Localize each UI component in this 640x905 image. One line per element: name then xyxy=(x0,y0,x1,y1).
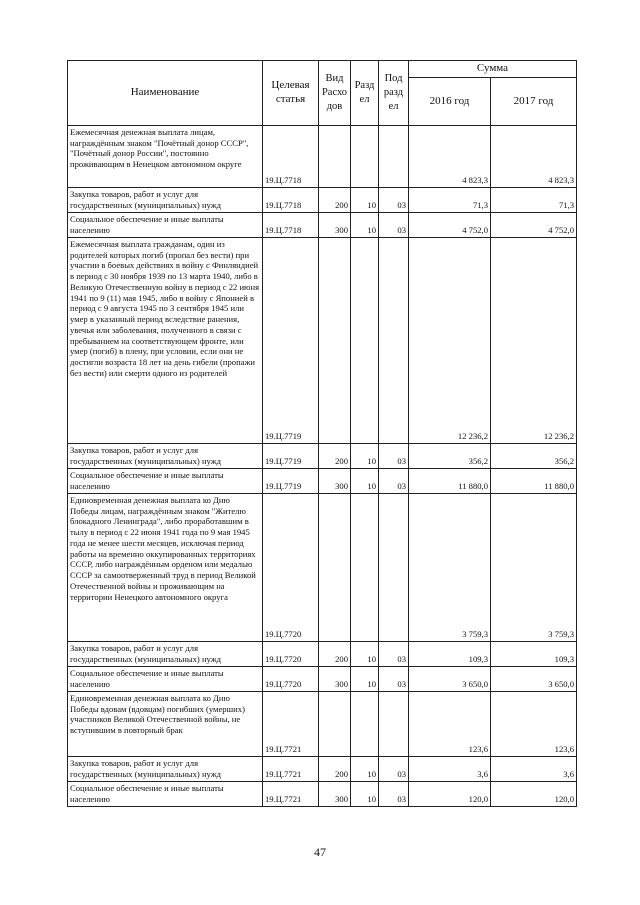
row-subsection: 03 xyxy=(379,757,409,782)
row-value-2016: 356,2 xyxy=(409,444,491,469)
row-value-2016: 120,0 xyxy=(409,782,491,807)
header-section: Разд ел xyxy=(351,61,379,126)
row-code: 19.Ц.7721 xyxy=(263,782,319,807)
row-value-2016: 12 236,2 xyxy=(409,238,491,444)
row-value-2017: 3 650,0 xyxy=(491,667,577,692)
row-subsection xyxy=(379,238,409,444)
row-name: Социальное обеспечение и иные выплаты населению xyxy=(68,213,263,238)
header-sum: Сумма xyxy=(409,61,577,78)
row-kind: 200 xyxy=(319,757,351,782)
row-kind: 200 xyxy=(319,444,351,469)
row-section: 10 xyxy=(351,188,379,213)
row-code: 19.Ц.7720 xyxy=(263,642,319,667)
row-value-2017: 4 823,3 xyxy=(491,126,577,188)
row-value-2017: 4 752,0 xyxy=(491,213,577,238)
row-value-2017: 71,3 xyxy=(491,188,577,213)
row-name: Социальное обеспечение и иные выплаты населению xyxy=(68,667,263,692)
row-value-2017: 123,6 xyxy=(491,692,577,757)
table-body xyxy=(68,126,577,807)
row-value-2016: 3,6 xyxy=(409,757,491,782)
row-value-2017: 11 880,0 xyxy=(491,469,577,494)
row-value-2017: 12 236,2 xyxy=(491,238,577,444)
row-section xyxy=(351,692,379,757)
row-kind: 300 xyxy=(319,213,351,238)
table-row xyxy=(68,188,577,213)
row-kind xyxy=(319,238,351,444)
table-row xyxy=(68,667,577,692)
row-section xyxy=(351,126,379,188)
row-value-2017: 109,3 xyxy=(491,642,577,667)
row-code: 19.Ц.7718 xyxy=(263,213,319,238)
row-name: Закупка товаров, работ и услуг для государственных (муниципальных) нужд xyxy=(68,757,263,782)
row-code: 19.Ц.7719 xyxy=(263,469,319,494)
row-value-2017: 120,0 xyxy=(491,782,577,807)
row-kind xyxy=(319,494,351,642)
row-name: Закупка товаров, работ и услуг для государственных (муниципальных) нужд xyxy=(68,188,263,213)
row-name: Социальное обеспечение и иные выплаты населению xyxy=(68,469,263,494)
row-code: 19.Ц.7721 xyxy=(263,757,319,782)
row-section: 10 xyxy=(351,757,379,782)
row-name: Единовременная денежная выплата ко Дню Победы вдовам (вдовцам) погибших (умерших) участников Великой Отечественной войны, не вступившим в повторный брак xyxy=(68,692,263,757)
table-row xyxy=(68,126,577,188)
row-kind: 200 xyxy=(319,642,351,667)
row-subsection: 03 xyxy=(379,213,409,238)
row-value-2016: 71,3 xyxy=(409,188,491,213)
table-row xyxy=(68,444,577,469)
header-2017: 2017 год xyxy=(491,78,577,126)
table-row xyxy=(68,238,577,444)
table-row xyxy=(68,692,577,757)
row-kind: 200 xyxy=(319,188,351,213)
row-section xyxy=(351,238,379,444)
row-kind xyxy=(319,692,351,757)
row-code: 19.Ц.7720 xyxy=(263,667,319,692)
table-row xyxy=(68,213,577,238)
row-section: 10 xyxy=(351,213,379,238)
row-value-2016: 3 759,3 xyxy=(409,494,491,642)
budget-table xyxy=(67,60,577,807)
row-section: 10 xyxy=(351,782,379,807)
table-row xyxy=(68,642,577,667)
row-name: Единовременная денежная выплата ко Дню Победы лицам, награждённым знаком "Жителю блокадного Ленинграда", либо проработавшим в тылу в период с 22 июня 1941 года по 9 мая 1945 года не менее шести месяцев, исключая период работы на временно оккупированных территориях СССР, либо награждённым орденом или медалью СССР за самоотверженный труд в период Великой Отечественной войны и проживающим на территории Ненецкого автономного округа xyxy=(68,494,263,642)
row-subsection: 03 xyxy=(379,642,409,667)
row-value-2017: 3 759,3 xyxy=(491,494,577,642)
row-section: 10 xyxy=(351,469,379,494)
row-subsection xyxy=(379,494,409,642)
row-section: 10 xyxy=(351,444,379,469)
row-subsection: 03 xyxy=(379,667,409,692)
row-subsection: 03 xyxy=(379,188,409,213)
row-kind xyxy=(319,126,351,188)
row-value-2016: 3 650,0 xyxy=(409,667,491,692)
row-subsection xyxy=(379,692,409,757)
table-row xyxy=(68,782,577,807)
row-kind: 300 xyxy=(319,782,351,807)
row-section xyxy=(351,494,379,642)
row-code: 19.Ц.7720 xyxy=(263,494,319,642)
row-name: Закупка товаров, работ и услуг для государственных (муниципальных) нужд xyxy=(68,642,263,667)
row-code: 19.Ц.7718 xyxy=(263,126,319,188)
header-subsection: Под разд ел xyxy=(379,61,409,126)
row-subsection: 03 xyxy=(379,444,409,469)
row-code: 19.Ц.7721 xyxy=(263,692,319,757)
header-target: Целевая статья xyxy=(263,61,319,126)
table-row xyxy=(68,469,577,494)
row-subsection xyxy=(379,126,409,188)
row-name: Ежемесячная денежная выплата лицам, награждённым знаком "Почётный донор СССР", "Почётный донор России", постоянно проживающим в Ненецком автономном округе xyxy=(68,126,263,188)
row-code: 19.Ц.7719 xyxy=(263,444,319,469)
row-value-2017: 3,6 xyxy=(491,757,577,782)
row-kind: 300 xyxy=(319,667,351,692)
row-code: 19.Ц.7718 xyxy=(263,188,319,213)
header-name: Наименование xyxy=(68,61,263,126)
row-value-2016: 4 823,3 xyxy=(409,126,491,188)
row-value-2016: 4 752,0 xyxy=(409,213,491,238)
header-kind: Вид Расхо дов xyxy=(319,61,351,126)
page-number: 47 xyxy=(314,845,326,859)
row-name: Ежемесячная выплата гражданам, один из родителей которых погиб (пропал без вести) при участии в боевых действиях в войну с Финляндией в период с 30 ноября 1939 по 13 марта 1940, либо в Великую Отечественную войну в период с 22 июня 1941 по 9 (11) мая 1945, либо в войну с Японией в период с 9 августа 1945 по 3 сентября 1945 или умер в указанный период вследствие ранения, увечья или заболевания, полученного в связи с пребыванием на соответствующем фронте, или умер (погиб) в плену, при условии, если они не достигли возраста 18 лет на день гибели (пропажи без вести) или смерти одного из родителей xyxy=(68,238,263,444)
row-kind: 300 xyxy=(319,469,351,494)
table-row xyxy=(68,757,577,782)
row-section: 10 xyxy=(351,642,379,667)
row-code: 19.Ц.7719 xyxy=(263,238,319,444)
header-2016: 2016 год xyxy=(409,78,491,126)
row-name: Социальное обеспечение и иные выплаты населению xyxy=(68,782,263,807)
row-value-2016: 123,6 xyxy=(409,692,491,757)
row-section: 10 xyxy=(351,667,379,692)
row-value-2017: 356,2 xyxy=(491,444,577,469)
row-subsection: 03 xyxy=(379,469,409,494)
row-subsection: 03 xyxy=(379,782,409,807)
row-name: Закупка товаров, работ и услуг для государственных (муниципальных) нужд xyxy=(68,444,263,469)
table-row xyxy=(68,494,577,642)
row-value-2016: 109,3 xyxy=(409,642,491,667)
row-value-2016: 11 880,0 xyxy=(409,469,491,494)
